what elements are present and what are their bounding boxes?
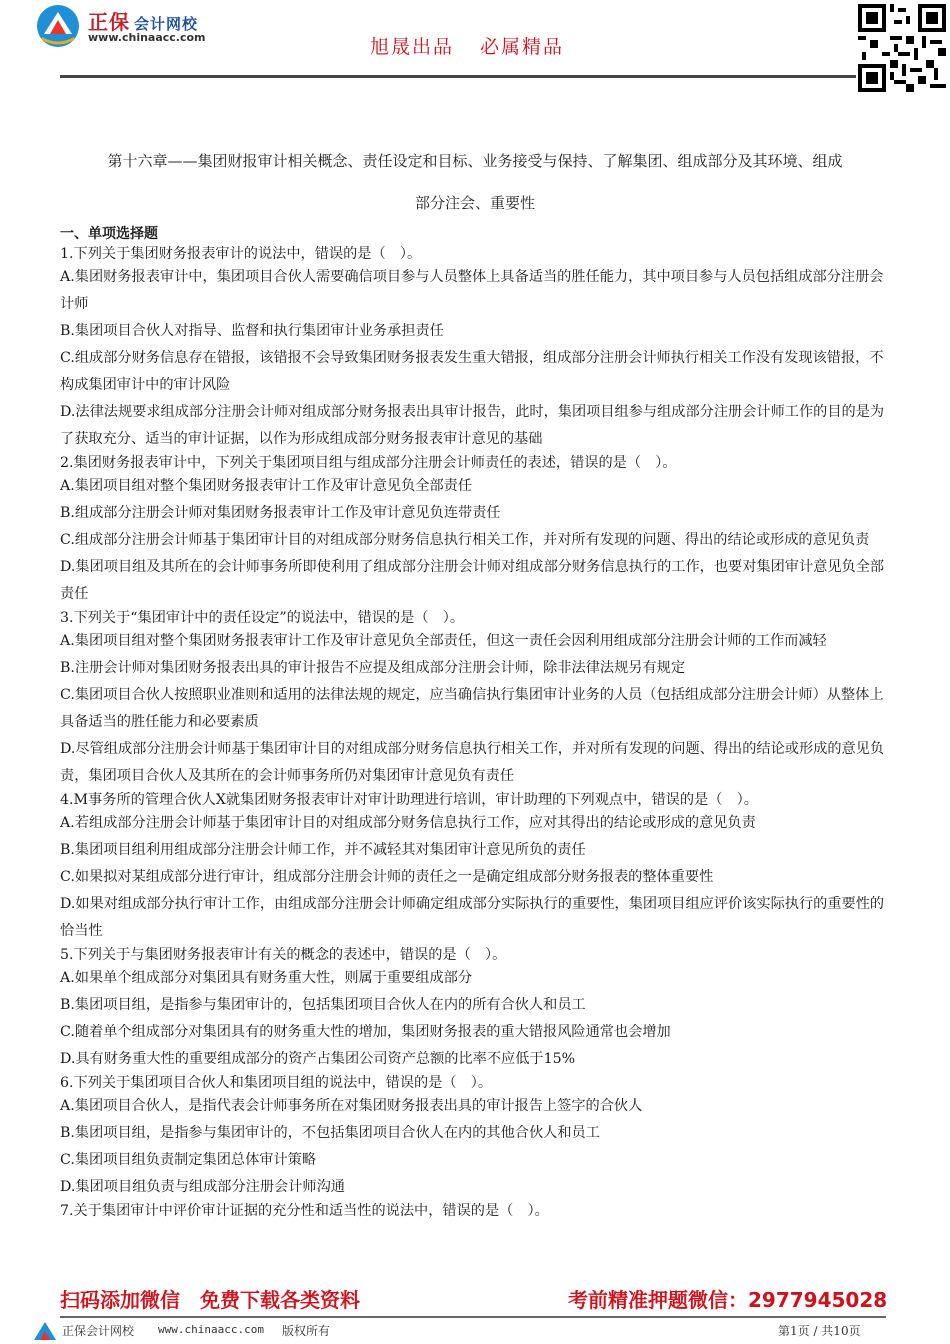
question-6: [60, 1073, 890, 1201]
chinaacc-logo-small-icon: [32, 1320, 58, 1342]
question-stem: 2.集团财务报表审计中，下列关于集团项目组与组成部分注册会计师责任的表述，错误的是（ ）。: [60, 455, 677, 471]
footer-promo: [0, 1284, 950, 1314]
question-2: [60, 453, 890, 608]
option-b: B.组成部分注册会计师对集团财务报表审计工作及审计意见负连带责任: [60, 505, 501, 521]
option-c: C.随着单个组成部分对集团具有的财务重大性的增加，集团财务报表的重大错报风险通常也会增加: [60, 1024, 671, 1040]
chapter-title-line1: 第十六章——集团财报审计相关概念、责任设定和目标、业务接受与保持、了解集团、组成部分及其环境、组成: [107, 152, 843, 170]
option-d: D.集团项目组负责与组成部分注册会计师沟通: [60, 1179, 345, 1195]
footer-url[interactable]: www.chinaacc.com: [158, 1323, 264, 1336]
header-divider: [60, 75, 856, 78]
slogan-left: 旭晟出品: [370, 36, 455, 58]
option-a: A.集团项目组对整个集团财务报表审计工作及审计意见负全部责任: [60, 478, 473, 494]
question-3: [60, 608, 890, 790]
promo-wechat-id: 考前精准押题微信：2977945028: [568, 1288, 888, 1312]
section-heading: 一、单项选择题: [60, 226, 158, 242]
option-a: A.如果单个组成部分对集团具有财务重大性，则属于重要组成部分: [60, 970, 473, 986]
footer-brand: 正保会计网校: [62, 1324, 135, 1338]
chinaacc-logo-icon: [36, 4, 80, 48]
question-list: [60, 224, 890, 1221]
option-a: A.集团项目组对整个集团财务报表审计工作及审计意见负全部责任，但这一责任会因利用组成部分注册会计师的工作而减轻: [60, 633, 827, 649]
brand-url[interactable]: www.chinaacc.com: [88, 31, 206, 44]
option-d: D.法律法规要求组成部分注册会计师对组成部分财务报表出具审计报告，此时，集团项目组参与组成部分注册会计师工作的目的是为了获取充分、适当的审计证据，以作为形成组成部分财务报表审计意见的基础: [60, 404, 885, 447]
promo-wechat-scan: 扫码添加微信 免费下载各类资料: [60, 1288, 360, 1312]
option-b: B.集团项目组利用组成部分注册会计师工作，并不减轻其对集团审计意见所负的责任: [60, 842, 586, 858]
question-stem: 3.下列关于“集团审计中的责任设定”的说法中，错误的是（ ）。: [60, 610, 465, 626]
question-4: [60, 790, 890, 945]
option-d: D.尽管组成部分注册会计师基于集团审计目的对组成部分财务信息执行相关工作，并对所有发现的问题、得出的结论或形成的意见负责，集团项目合伙人及其所在的会计师事务所仍对集团审计意见负有责任: [60, 741, 885, 784]
header-slogan: [370, 32, 564, 59]
page-footer: [0, 1318, 950, 1344]
option-c: C.集团项目组负责制定集团总体审计策略: [60, 1152, 317, 1168]
option-c: C.组成部分财务信息存在错报，该错报不会导致集团财务报表发生重大错报，组成部分注册会计师执行相关工作没有发现该错报，不构成集团审计中的审计风险: [60, 350, 884, 393]
option-d: D.具有财务重大性的重要组成部分的资产占集团公司资产总额的比率不应低于15%: [60, 1051, 576, 1067]
option-a: A.集团项目合伙人，是指代表会计师事务所在对集团财务报表出具的审计报告上签字的合伙人: [60, 1098, 643, 1114]
option-b: B.集团项目组，是指参与集团审计的，不包括集团项目合伙人在内的其他合伙人和员工: [60, 1125, 600, 1141]
question-stem: 1.下列关于集团财务报表审计的说法中，错误的是（ ）。: [60, 246, 422, 262]
question-stem: 4.M事务所的管理合伙人X就集团财务报表审计对审计助理进行培训，审计助理的下列观点中，错误的是（ ）。: [60, 792, 758, 808]
question-7: [60, 1201, 890, 1221]
page-header: [0, 0, 950, 95]
option-d: D.集团项目组及其所在的会计师事务所即使利用了组成部分注册会计师对组成部分财务信息执行的工作，也要对集团审计意见负全部责任: [60, 559, 885, 602]
option-b: B.注册会计师对集团财务报表出具的审计报告不应提及组成部分注册会计师，除非法律法规另有规定: [60, 660, 686, 676]
page-indicator: 第1页 / 共10页: [778, 1324, 861, 1338]
option-b: B.集团项目组，是指参与集团审计的，包括集团项目合伙人在内的所有合伙人和员工: [60, 997, 586, 1013]
option-b: B.集团项目合伙人对指导、监督和执行集团审计业务承担责任: [60, 323, 444, 339]
slogan-right: 必属精品: [480, 36, 565, 58]
question-5: [60, 945, 890, 1073]
brand-name-main: 正保: [88, 10, 130, 34]
brand-name-sub: 会计网校: [134, 15, 199, 33]
chapter-title: [60, 140, 890, 224]
question-stem: 7.关于集团审计中评价审计证据的充分性和适当性的说法中，错误的是（ ）。: [60, 1203, 549, 1219]
question-stem: 5.下列关于与集团财务报表审计有关的概念的表述中，错误的是（ ）。: [60, 947, 507, 963]
option-d: D.如果对组成部分执行审计工作，由组成部分注册会计师确定组成部分实际执行的重要性，集团项目组应评价该实际执行的重要性的恰当性: [60, 896, 885, 939]
option-a: A.集团财务报表审计中，集团项目合伙人需要确信项目参与人员整体上具备适当的胜任能力，其中项目参与人员包括组成部分注册会计师: [60, 269, 884, 312]
qr-code-icon: [858, 4, 946, 92]
option-c: C.如果拟对某组成部分进行审计，组成部分注册会计师的责任之一是确定组成部分财务报表的整体重要性: [60, 869, 714, 885]
option-a: A.若组成部分注册会计师基于集团审计目的对组成部分财务信息执行工作，应对其得出的结论或形成的意见负责: [60, 815, 756, 831]
footer-copyright: 版权所有: [282, 1324, 331, 1338]
chapter-title-line2: 部分注会、重要性: [414, 194, 535, 212]
question-stem: 6.下列关于集团项目合伙人和集团项目组的说法中，错误的是（ ）。: [60, 1075, 493, 1091]
question-1: [60, 244, 890, 453]
option-c: C.集团项目合伙人按照职业准则和适用的法律法规的规定，应当确信执行集团审计业务的人员（包括组成部分注册会计师）从整体上具备适当的胜任能力和必要素质: [60, 687, 884, 730]
option-c: C.组成部分注册会计师基于集团审计目的对组成部分财务信息执行相关工作，并对所有发现的问题、得出的结论或形成的意见负责: [60, 532, 870, 548]
